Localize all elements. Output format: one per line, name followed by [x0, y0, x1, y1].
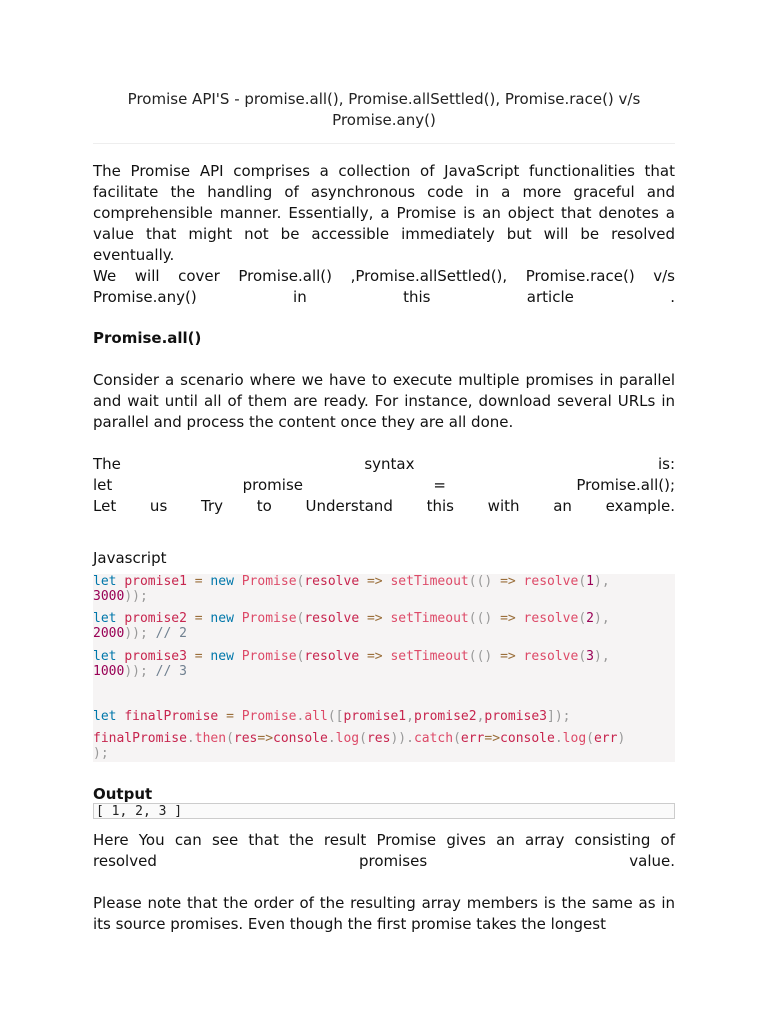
code-token: console	[273, 731, 328, 746]
intro-coverage-paragraph: We will cover Promise.all() ,Promise.allSettled(), Promise.race() v/s Promise.any() in this article .	[93, 267, 675, 306]
syntax-intro-line: The syntax is:	[93, 455, 675, 473]
code-token: console	[500, 731, 555, 746]
code-token: catch	[413, 731, 454, 746]
code-token: let	[93, 574, 117, 589]
code-token: err	[460, 731, 485, 746]
code-comment: // 3	[155, 664, 187, 679]
code-token: res	[366, 731, 391, 746]
code-token: =>	[366, 574, 383, 589]
code-token: resolve	[304, 574, 360, 589]
document-title	[93, 89, 675, 131]
code-token: 3000	[93, 589, 125, 604]
code-line-5: finalPromise.then(res=>console.log(res)).catch(err=>console.log(err) );	[93, 731, 626, 761]
code-token: 2	[586, 611, 594, 626]
code-token: promise1	[124, 574, 187, 589]
code-token: =>	[257, 731, 274, 746]
code-line-2: let promise2 = new Promise(resolve => setTimeout(() => resolve(2), 2000)); // 2	[93, 611, 610, 641]
code-token: Promise	[241, 709, 297, 724]
code-line-3: let promise3 = new Promise(resolve => setTimeout(() => resolve(3), 1000)); // 3	[93, 649, 610, 679]
title-line-1: Promise API'S - promise.all(), Promise.allSettled(), Promise.race() v/s	[127, 90, 641, 108]
code-comment: // 2	[155, 626, 187, 641]
code-token: all	[304, 709, 328, 724]
code-token: setTimeout	[390, 574, 469, 589]
code-token: then	[194, 731, 227, 746]
code-token: 1	[586, 574, 594, 589]
code-token: Promise	[241, 574, 297, 589]
output-value-box: [ 1, 2, 3 ]	[93, 803, 675, 819]
syntax-code-line: let promise = Promise.all();	[93, 476, 675, 494]
code-line-1: let promise1 = new Promise(resolve => setTimeout(() => resolve(1), 3000));	[93, 574, 610, 604]
code-token: 2000	[93, 626, 125, 641]
code-block	[93, 574, 675, 762]
code-token: log	[562, 731, 587, 746]
code-token: 3	[586, 649, 594, 664]
code-token: promise1	[343, 709, 407, 724]
title-line-2: Promise.any()	[332, 111, 436, 129]
title-divider	[93, 143, 675, 144]
intro-paragraph: The Promise API comprises a collection of JavaScript functionalities that facilitate the handling of asynchronous code in a more graceful and comprehensible manner. Essentially, a Promise is an object that denotes a value that might not be accessible immediately but will be resolved eventually.	[93, 162, 675, 264]
code-token: promise3	[484, 709, 548, 724]
code-token: promise3	[124, 649, 187, 664]
code-token: new	[210, 574, 234, 589]
promise-all-description: Consider a scenario where we have to execute multiple promises in parallel and wait until all of them are ready. For instance, download several URLs in parallel and process the content once they are all done.	[93, 371, 675, 431]
output-heading: Output	[93, 785, 153, 803]
code-token: 1000	[93, 664, 125, 679]
code-language-label: Javascript	[93, 549, 167, 567]
code-token: finalPromise	[93, 731, 187, 746]
result-explanation-paragraph: Here You can see that the result Promise gives an array consisting of resolved promises value.	[93, 831, 675, 870]
code-token: =	[194, 574, 203, 589]
code-token: log	[335, 731, 360, 746]
section-heading-promise-all: Promise.all()	[93, 329, 202, 347]
code-token: res	[233, 731, 258, 746]
code-token: resolve	[523, 574, 579, 589]
code-token: err	[593, 731, 618, 746]
code-token: finalPromise	[124, 709, 219, 724]
order-note-paragraph: Please note that the order of the resulting array members is the same as in its source promises. Even though the first promise takes the longest	[93, 894, 675, 933]
example-intro-line: Let us Try to Understand this with an example.	[93, 497, 675, 515]
code-token: promise2	[124, 611, 187, 626]
code-line-4: let finalPromise = Promise.all([promise1,promise2,promise3]);	[93, 709, 571, 724]
code-token: promise2	[413, 709, 477, 724]
